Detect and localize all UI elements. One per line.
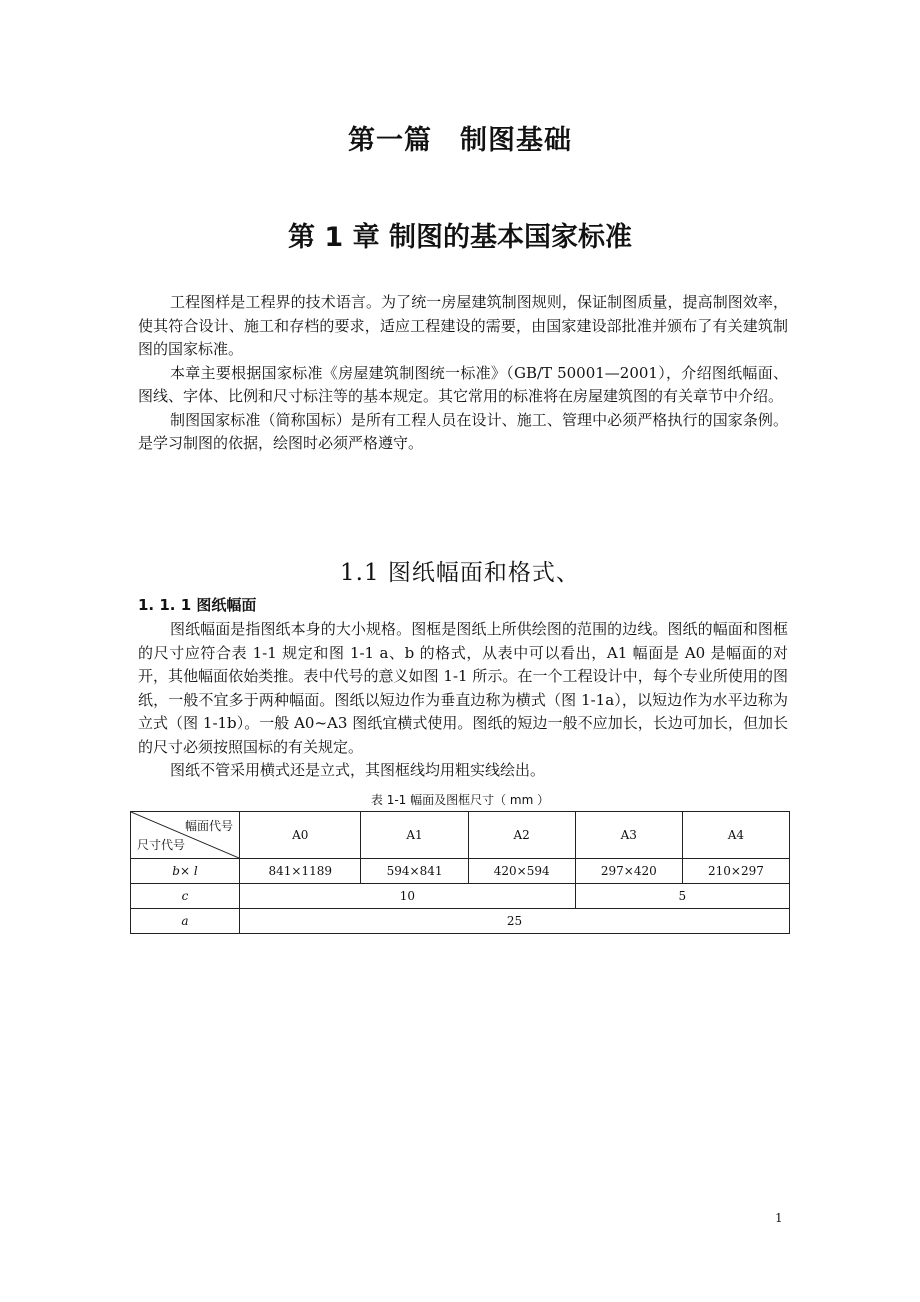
row-label: b× l bbox=[131, 859, 240, 884]
intro-text bbox=[138, 291, 788, 456]
table-cell: 10 bbox=[240, 884, 576, 909]
paper-size-table bbox=[130, 811, 790, 934]
table-cell: 420×594 bbox=[468, 859, 575, 884]
table-header-row bbox=[131, 812, 790, 859]
table-cell: 841×1189 bbox=[240, 859, 361, 884]
table-cell: 25 bbox=[240, 909, 790, 934]
intro-paragraph: 工程图样是工程界的技术语言。为了统一房屋建筑制图规则，保证制图质量，提高制图效率，使其符合设计、施工和存档的要求，适应工程建设的需要，由国家建设部批准并颁布了有关建筑制图的国家标准。 bbox=[138, 293, 788, 358]
row-label: c bbox=[131, 884, 240, 909]
table-row bbox=[131, 884, 790, 909]
table-row bbox=[131, 909, 790, 934]
table-caption: 表 1-1 幅面及图框尺寸（ mm ） bbox=[370, 793, 550, 807]
table-cell: 297×420 bbox=[575, 859, 682, 884]
table-corner-cell bbox=[131, 812, 240, 859]
table-row bbox=[131, 859, 790, 884]
body-text bbox=[138, 618, 788, 783]
intro-paragraph: 制图国家标准（简称国标）是所有工程人员在设计、施工、管理中必须严格执行的国家条例。是学习制图的依据，绘图时必须严格遵守。 bbox=[138, 410, 788, 452]
header-cell: A4 bbox=[682, 812, 789, 859]
row-label: a bbox=[131, 909, 240, 934]
header-cell: A2 bbox=[468, 812, 575, 859]
table-cell: 5 bbox=[575, 884, 789, 909]
header-cell: A1 bbox=[361, 812, 468, 859]
chapter-title: 第 1 章 制图的基本国家标准 bbox=[288, 222, 632, 253]
intro-paragraph: 本章主要根据国家标准《房屋建筑制图统一标准》（GB/T 50001—2001），介绍图纸幅面、图线、字体、比例和尺寸标注等的基本规定。其它常用的标准将在房屋建筑图的有关章节中介绍。 bbox=[138, 363, 788, 405]
corner-label-format: 幅面代号 bbox=[184, 819, 233, 833]
body-paragraph: 图纸幅面是指图纸本身的大小规格。图框是图纸上所供绘图的范围的边线。图纸的幅面和图框的尺寸应符合表 1-1 规定和图 1-1 a、b 的格式，从表中可以看出，A1 幅面是 A0 是幅面的对开，其他幅面依始类推。表中代号的意义如图 1-1 所示。在一个工程设计中，每个专业所使用的图纸，一般不宜多于两种幅面。图纸以短边作为垂直边称为横式（图 1-1a），以短边作为水平边称为立式（图 1-1b）。一般 A0~A3 图纸宜横式使用。图纸的短边一般不应加长，长边可加长，但加长的尺寸必须按照国标的有关规定。 bbox=[138, 620, 788, 756]
part-title: 第一篇 制图基础 bbox=[348, 125, 572, 156]
header-cell: A3 bbox=[575, 812, 682, 859]
table-cell: 210×297 bbox=[682, 859, 789, 884]
section-title: 1.1 图纸幅面和格式、 bbox=[340, 560, 580, 586]
table-cell: 594×841 bbox=[361, 859, 468, 884]
header-cell: A0 bbox=[240, 812, 361, 859]
body-paragraph: 图纸不管采用横式还是立式，其图框线均用粗实线绘出。 bbox=[170, 761, 546, 779]
page-number: 1 bbox=[775, 1211, 783, 1225]
corner-label-dimension: 尺寸代号 bbox=[137, 838, 186, 852]
subsection-title: 1. 1. 1 图纸幅面 bbox=[138, 596, 257, 614]
